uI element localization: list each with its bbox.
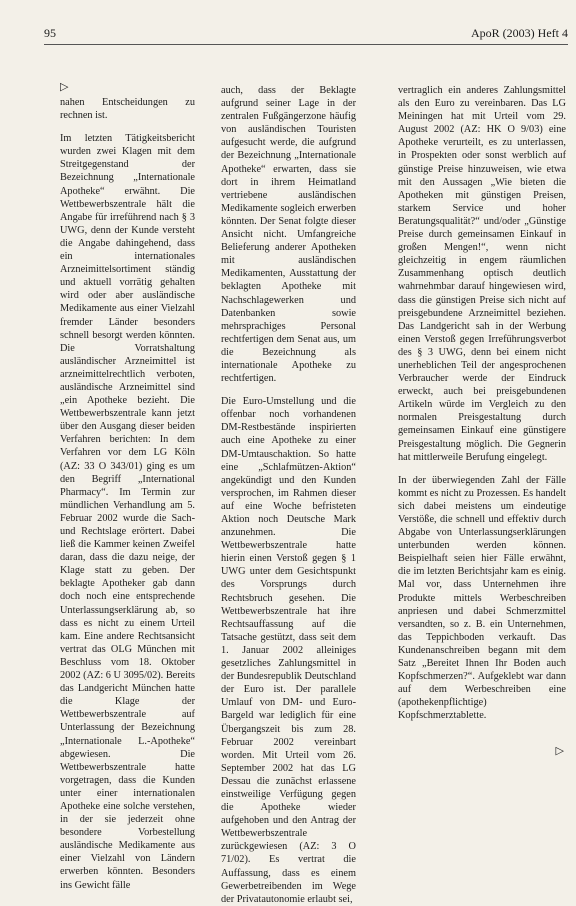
text-column-3 bbox=[398, 84, 566, 754]
paragraph: Im letzten Tätigkeitsbericht wurden zwei Klagen mit dem Streitgegenstand der Bezeichnung „Internationale Apotheke“ erwähnt. Die Wettbewerbszentrale hält die Angabe für irreführend nach § 3 UWG, denn der Kunde versteht die Angabe dahingehend, dass ein internationales Arzneimittelsortiment ständig und aktuell vorrätig gehalten wird oder aber ausländische Medikamente aus einer Vielzahl fremder Länder besonders schnell besorgt werden könnten. Die Vorratshaltung ausländischer Arzneimittel ist arzneimittelrechtlich verboten, ausländische Arzneimittel sind „ein Apotheke bezieht. Die Wettbewerbszentrale kann jetzt über den Ausgang dieser beiden Verfahren berichten: In dem Verfahren vor dem LG Köln (AZ: 33 O 343/01) ging es um den Begriff „International Pharmacy“. Im Termin zur mündlichen Verhandlung am 5. Februar 2002 wurde die Sach- und Rechtslage erörtert. Dabei ließ die Kammer keinen Zweifel daran, dass die dazu neige, der Klage statt zu geben. Der beklagte Apotheker gab dann doch noch eine entsprechende Unterlassungserklärung ab, so dass es nicht zu einem Urteil kam. Eine andere Rechtsansicht vertrat das OLG München mit Beschluss vom 18. Oktober 2002 (AZ: 6 U 3095/02). Bereits das Landgericht München hatte die Klage der Wettbewerbszentrale auf Unterlassung der Bezeichnung „Internationale L.-Apotheke“ abgewiesen. Die Wettbewerbszentrale hatte vorgetragen, dass die Kunden unter einer internationalen Apotheke eine solche verstehen, in der sie jederzeit ohne besondere Vorbestellung ausländische Medikamente aus einer Vielzahl von Ländern erwerben könnten. Besonders ins Gewicht fälle bbox=[60, 133, 195, 891]
paragraph: auch, dass der Beklagte aufgrund seiner Lage in der zentralen Fußgängerzone häufig von ausländischen Touristen aufgesucht werde, die aufgrund der Bezeichnung „Internationale Apotheke“ erwarten, dass sie dort in ihrem Heimatland vertriebene ausländischen Medikamente sogleich erwerben könnten. Der Senat folgte dieser Ansicht nicht. Umfangreiche Belieferung anderer Apotheken mit ausländischen Medikamenten, Ausstattung der beklagten Apotheke mit Nachschlagewerken und Datenbanken sowie mehrsprachiges Personal rechtfertigen dem Senat aus, um die Bezeichnung als internationale Apotheke zu rechtfertigen. bbox=[221, 85, 356, 385]
paragraph: vertraglich ein anderes Zahlungsmittel als den Euro zu vereinbaren. Das LG Meiningen hat mit Urteil vom 29. August 2002 (AZ: HK O 9/03) eine Apotheke verurteilt, es zu unterlassen, in Prospekten oder sonst werblich auf günstige Preise hinzuweisen, wie etwa mit den Aussagen „Wie bieten die Apotheken mit günstigen Preisen, starkem Service und hoher Beratungsqualität?“ und/oder „Günstige Preise durch gemeinsamen Einkauf in großen Mengen!“, wenn nicht gleichzeitig in engem räumlichen Zusammenhang optisch deutlich wahrnehmbar darauf hingewiesen wird, dass die günstigen Preise sich nicht auf preisgebundene Arzneimittel beziehen. Das Landgericht sah in der Werbung einen Verstoß gegen Irreführungsverbot des § 3 UWG, denn bei einem nicht unerheblichen Teil der angesprochenen Verbraucher werde der Eindruck erweckt, auch bei preisgebundenen Artikeln würde im Vergleich zu den normalen Preisgestaltung durch gemeinsamen Einkauf eine günstigere Preisgestaltung möglich. Die Gegnerin hat mittlerweile Berufung eingelegt. bbox=[398, 85, 566, 463]
page-header bbox=[44, 22, 568, 40]
continuation-marker-icon: ▷ bbox=[60, 80, 69, 93]
text-column-2 bbox=[221, 84, 356, 905]
header-rule bbox=[44, 44, 568, 45]
continuation-marker-bottom-icon: ▷ bbox=[555, 744, 564, 757]
text-column-1 bbox=[60, 96, 195, 891]
paragraph: Die Euro-Umstellung und die offenbar noch vorhandenen DM-Restbestände inspirierten auch eine Apotheke zu einer DM-Umtauschaktion. So hatte eine „Schlafmützen-Aktion“ angekündigt und den Kunden versprochen, im Rahmen dieser auf eine Woche befristeten Aktion noch Deutsche Mark anzunehmen. Die Wettbewerbszentrale hatte hierin einen Verstoß gegen § 1 UWG unter dem Gesichtspunkt des Vorsprungs durch Rechtsbruch gesehen. Die Wettbewerbszentrale hat ihre Rechtsauffassung auf die Tatsache gestützt, dass seit dem 1. Januar 2002 alleiniges gesetzliches Zahlungsmittel in der Bundesrepublik Deutschland der Euro ist. Der parallele Umlauf von DM- und Euro-Bargeld war lediglich für eine Übergangszeit bis zum 28. Februar 2002 vereinbart worden. Mit Urteil vom 26. September 2002 hat das LG Dessau die zunächst erlassene einstweilige Verfügung gegen die Apotheke wieder aufgehoben und den Antrag der Wettbewerbszentrale zurückgewiesen (AZ: 3 O 71/02). Es vertrat die Auffassung, dass es einem Gewerbetreibenden im Wege der Privatautonomie erlaubt sei, bbox=[221, 396, 356, 905]
page-number: 95 bbox=[44, 26, 56, 40]
journal-reference: ApoR (2003) Heft 4 bbox=[471, 26, 568, 40]
paragraph: nahen Entscheidungen zu rechnen ist. bbox=[60, 97, 195, 122]
paragraph: In der überwiegenden Zahl der Fälle kommt es nicht zu Prozessen. Es handelt sich dabei meistens um eindeutige Verstöße, die schnell und effektiv durch Abgabe von Unterlassungserklärungen unterbunden werden können. Beispielhaft seien hier Fälle erwähnt, die im letzten Berichtsjahr kam es einig. Mal vor, dass Unternehmen ihre Produkte mittels Werbeschreiben anpriesen und dabei Schmerzmittel versandten, so z. B. ein Unternehmen, das Teppichboden verkauft. Das Kundenanschreiben begann mit dem Satz „Bereitet Ihnen Ihr Boden auch Kopfschmerzen?“. Aufgeklebt war dann auf dem Werbeschreiben eine (apothekenpflichtige) Kopfschmerztablette. bbox=[398, 474, 566, 722]
